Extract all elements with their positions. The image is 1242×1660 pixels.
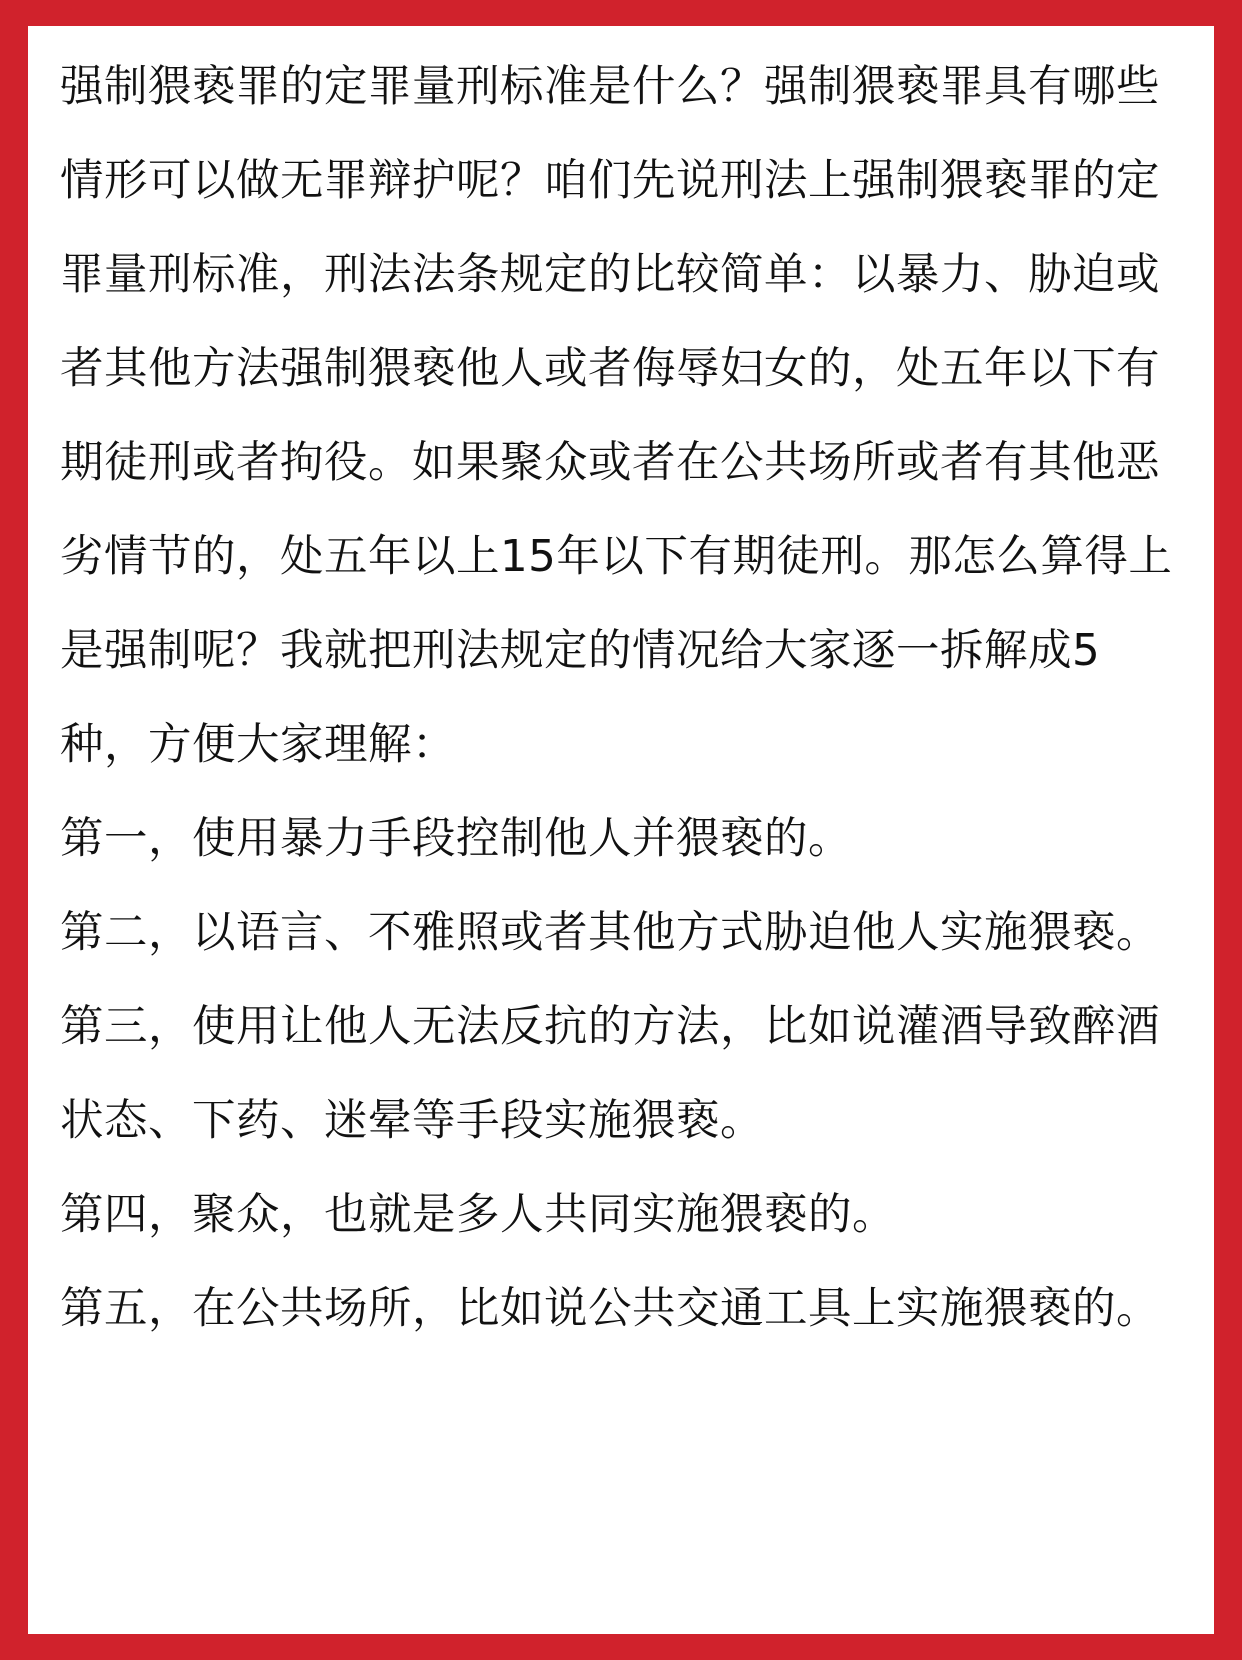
list-item: 第三，使用让他人无法反抗的方法，比如说灌酒导致醉酒状态、下药、迷晕等手段实施猥亵。 [60,1002,1160,1146]
list-item: 第四，聚众，也就是多人共同实施猥亵的。 [60,1190,896,1240]
content-card [28,26,1214,1634]
intro-paragraph: 强制猥亵罪的定罪量刑标准是什么？强制猥亵罪具有哪些情形可以做无罪辩护呢？咱们先说刑法上强制猥亵罪的定罪量刑标准，刑法法条规定的比较简单：以暴力、胁迫或者其他方法强制猥亵他人或者侮辱妇女的，处五年以下有期徒刑或者拘役。如果聚众或者在公共场所或者有其他恶劣情节的，处五年以上15年以下有期徒刑。那怎么算得上是强制呢？我就把刑法规定的情况给大家逐一拆解成5种，方便大家理解： [60,62,1173,770]
list-item: 第五，在公共场所，比如说公共交通工具上实施猥亵的。 [60,1284,1160,1334]
list-item: 第二，以语言、不雅照或者其他方式胁迫他人实施猥亵。 [60,908,1160,958]
list-item: 第一，使用暴力手段控制他人并猥亵的。 [60,814,852,864]
